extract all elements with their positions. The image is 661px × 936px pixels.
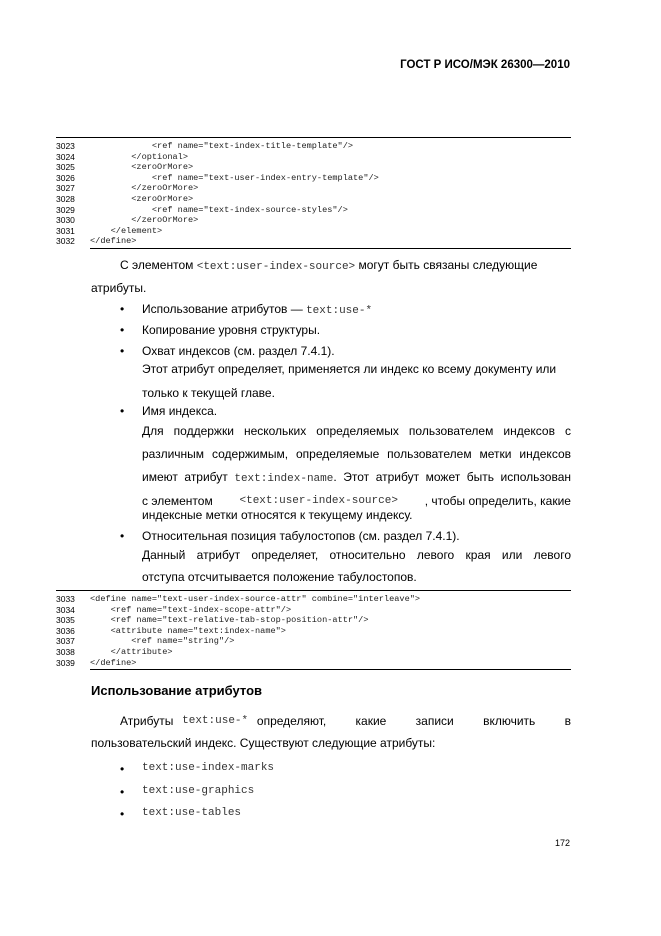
name-desc-text: с элементом <box>142 494 213 508</box>
section-heading: Использование атрибутов <box>91 683 263 698</box>
code-line <box>56 605 571 616</box>
code-text: </attribute> <box>90 646 173 657</box>
attr-name: text:use-tables <box>142 807 242 819</box>
scope-desc-line2: только к текущей главе. <box>142 386 275 400</box>
intro-text-1: С элементом <box>120 258 197 272</box>
code-listing-1 <box>56 137 571 249</box>
intro-code: <text:user-index-source> <box>196 261 356 273</box>
line-number: 3026 <box>56 172 75 183</box>
code-line <box>56 205 571 216</box>
code-listing-2 <box>56 590 571 670</box>
line-number: 3038 <box>56 646 75 657</box>
line-number: 3028 <box>56 193 75 204</box>
code-text: </element> <box>90 225 163 236</box>
line-number: 3031 <box>56 225 75 236</box>
intro-text-2: могут быть связаны следующие <box>355 258 538 272</box>
code-line <box>56 236 571 247</box>
name-desc-text: имеют атрибут <box>142 470 235 484</box>
code-text: <ref name="text-index-source-styles"/> <box>90 204 348 215</box>
tab-desc-line1: Данный атрибут определяет, относительно левого края или левого <box>142 548 571 562</box>
code-line <box>56 658 571 669</box>
code-text: </zeroOrMore> <box>90 215 199 226</box>
line-number: 3030 <box>56 215 75 226</box>
section-para-line1 <box>120 710 571 734</box>
code-text: <ref name="text-index-title-template"/> <box>90 141 354 151</box>
code-bottom-rule <box>90 669 571 670</box>
attr-name: text:use-graphics <box>142 785 255 797</box>
code-text: </define> <box>90 236 137 247</box>
bullet-code: text:use-* <box>306 305 373 317</box>
bullet-icon: • <box>120 807 125 821</box>
code-text: </zeroOrMore> <box>90 183 199 194</box>
bullet-icon: • <box>120 529 125 543</box>
bullet-icon: • <box>120 785 125 799</box>
name-desc-code: <text:user-index-source> <box>239 495 398 507</box>
bullet-icon: • <box>120 762 125 776</box>
code-line <box>56 226 571 237</box>
section-para-line2: пользовательский индекс. Существуют следующие атрибуты: <box>91 736 436 750</box>
code-text: <attribute name="text:index-name"> <box>90 625 286 636</box>
bullet-icon: • <box>120 323 125 337</box>
code-line <box>56 615 571 626</box>
name-desc-code: text:index-name <box>234 473 334 485</box>
code-line <box>56 647 571 658</box>
code-bottom-rule <box>90 248 571 249</box>
attr-name: text:use-index-marks <box>142 762 275 774</box>
code-line <box>56 152 571 163</box>
line-number: 3029 <box>56 204 75 215</box>
code-text: </define> <box>90 657 137 668</box>
bullet-text: Имя индекса. <box>142 404 218 418</box>
bullet-text: Использование атрибутов — <box>142 302 307 316</box>
line-number: 3032 <box>56 236 75 247</box>
scope-desc-line1: Этот атрибут определяет, применяется ли индекс ко всему документу или <box>142 362 557 376</box>
document-header: ГОСТ Р ИСО/МЭК 26300—2010 <box>400 59 570 71</box>
tab-desc-line2: отступа отсчитывается положение табулостопов. <box>142 570 417 584</box>
code-line <box>56 626 571 637</box>
intro-paragraph <box>120 254 571 280</box>
code-text: <zeroOrMore> <box>90 193 194 204</box>
bullet-text: Относительная позиция табулостопов (см. раздел 7.4.1). <box>142 529 460 543</box>
code-text: <ref name="text-user-index-entry-template"/> <box>90 172 379 183</box>
code-line <box>56 194 571 205</box>
name-desc-line3 <box>142 466 571 492</box>
bullet-text: Копирование уровня структуры. <box>142 323 321 337</box>
name-desc-text: , чтобы определить, какие <box>424 494 571 508</box>
code-text: <zeroOrMore> <box>90 162 194 173</box>
line-number: 3036 <box>56 625 75 636</box>
name-desc-line1: Для поддержки нескольких определяемых пользователем индексов с <box>142 424 571 438</box>
code-text: <ref name="text-relative-tab-stop-position-attr"/> <box>90 615 369 626</box>
line-number: 3039 <box>56 657 75 668</box>
line-number: 3025 <box>56 162 75 173</box>
line-number: 3035 <box>56 615 75 626</box>
line-number: 3034 <box>56 604 75 615</box>
line-number: 3024 <box>56 151 75 162</box>
code-line <box>56 173 571 184</box>
line-number: 3027 <box>56 183 75 194</box>
line-number: 3023 <box>56 141 75 151</box>
name-desc-line2: различным содержимым, определяемые пользователем метки индексов <box>142 447 571 461</box>
code-line <box>56 141 571 152</box>
line-number: 3033 <box>56 594 75 604</box>
code-text: <ref name="text-index-scope-attr"/> <box>90 604 292 615</box>
name-desc-text: . Этот атрибут может быть использован <box>333 470 571 484</box>
code-line <box>56 594 571 605</box>
bullet-text: Охват индексов (см. раздел 7.4.1). <box>142 344 335 358</box>
intro-line2: атрибуты. <box>91 281 147 295</box>
bullet-icon: • <box>120 344 125 358</box>
code-line <box>56 215 571 226</box>
code-line <box>56 162 571 173</box>
section-para-text: Атрибуты <box>120 714 174 728</box>
section-para-text: определяют, какие записи включить в <box>256 714 571 728</box>
code-line <box>56 636 571 647</box>
section-para-code: text:use-* <box>182 715 249 727</box>
name-desc-line5: индексные метки относятся к текущему индексу. <box>142 508 413 522</box>
bullet-icon: • <box>120 404 125 418</box>
code-text: <ref name="string"/> <box>90 636 235 647</box>
code-text: <define name="text-user-index-source-attr" combine="interleave"> <box>90 594 421 604</box>
page-number: 172 <box>554 838 570 848</box>
bullet-icon: • <box>120 302 125 316</box>
code-text: </optional> <box>90 151 188 162</box>
code-line <box>56 183 571 194</box>
line-number: 3037 <box>56 636 75 647</box>
